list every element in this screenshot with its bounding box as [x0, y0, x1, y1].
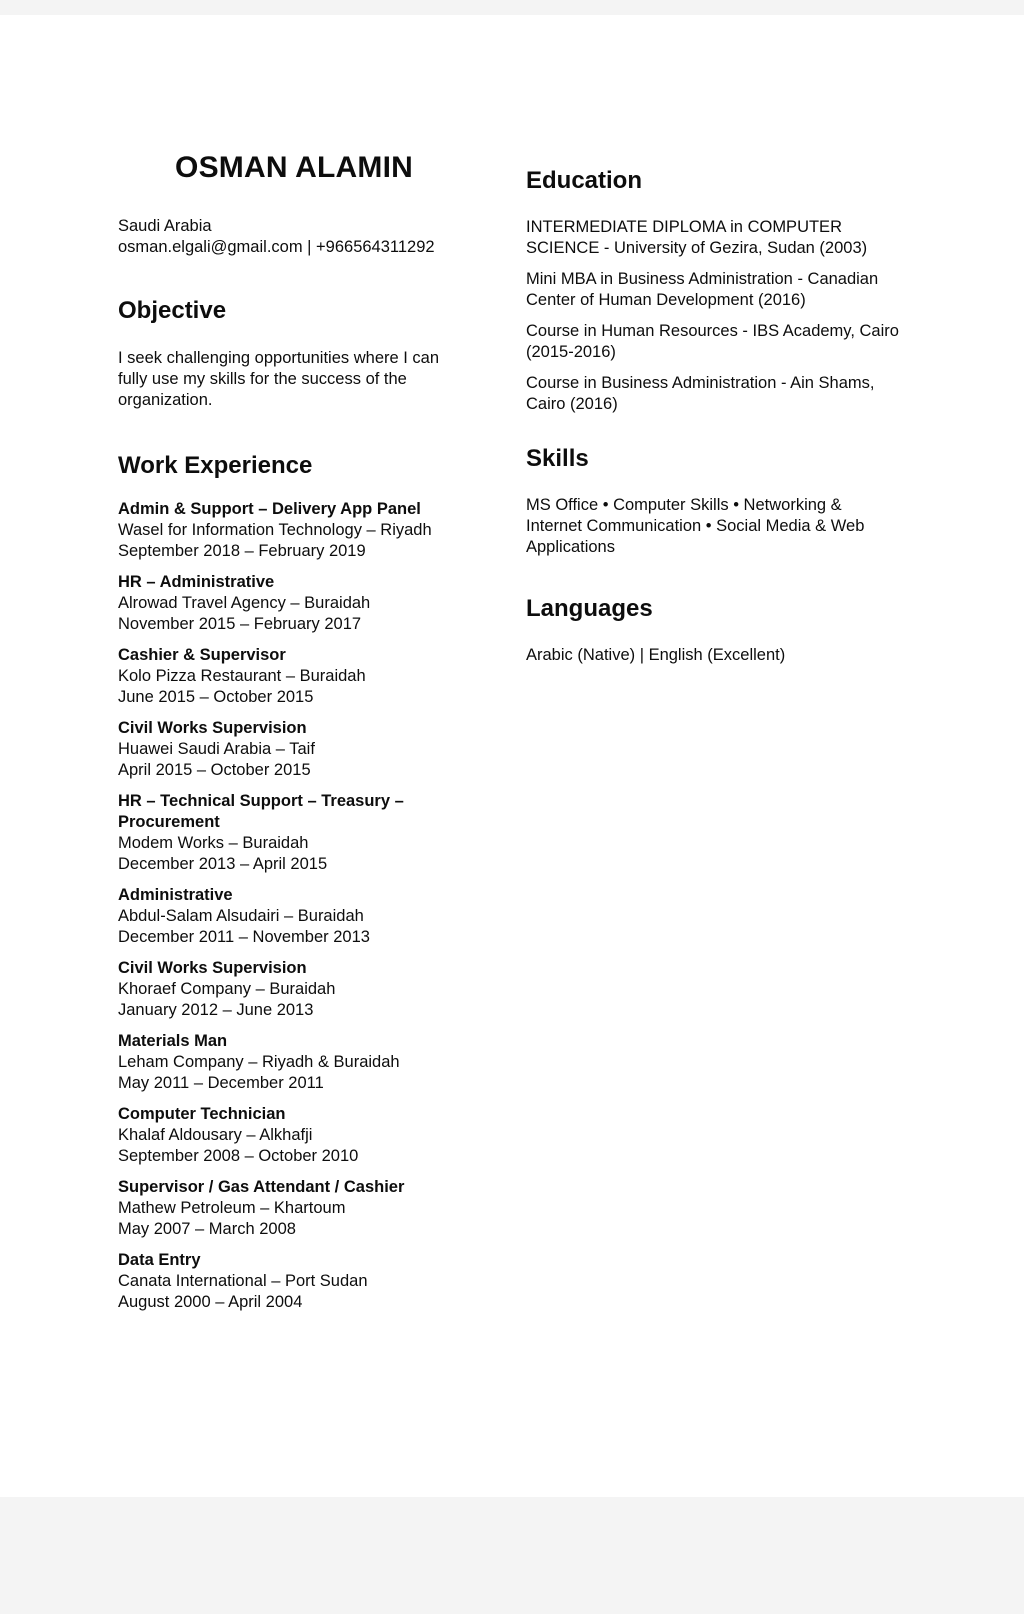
- job-dates: September 2008 – October 2010: [118, 1147, 359, 1165]
- work-experience-list: [118, 499, 470, 1313]
- job-company: Khalaf Aldousary – Alkhafji: [118, 1126, 313, 1144]
- skills-heading: Skills: [526, 445, 589, 472]
- job-entry: [118, 572, 470, 635]
- job-title: Computer Technician: [118, 1105, 286, 1123]
- job-entry: [118, 885, 470, 948]
- job-company: Modem Works – Buraidah: [118, 834, 309, 852]
- education-item: Course in Business Administration - Ain Shams, Cairo (2016): [526, 374, 875, 413]
- job-title: Civil Works Supervision: [118, 719, 307, 737]
- job-title: Administrative: [118, 886, 233, 904]
- job-title: Supervisor / Gas Attendant / Cashier: [118, 1178, 405, 1196]
- job-company: Abdul-Salam Alsudairi – Buraidah: [118, 907, 364, 925]
- education-item: INTERMEDIATE DIPLOMA in COMPUTER SCIENCE - University of Gezira, Sudan (2003): [526, 218, 868, 257]
- job-dates: May 2011 – December 2011: [118, 1074, 324, 1092]
- job-dates: June 2015 – October 2015: [118, 688, 314, 706]
- job-company: Kolo Pizza Restaurant – Buraidah: [118, 667, 366, 685]
- job-company: Mathew Petroleum – Khartoum: [118, 1199, 346, 1217]
- job-dates: August 2000 – April 2004: [118, 1293, 303, 1311]
- location: Saudi Arabia: [118, 217, 212, 235]
- job-company: Canata International – Port Sudan: [118, 1272, 368, 1290]
- objective-text: I seek challenging opportunities where I can fully use my skills for the success of the organization.: [118, 349, 440, 409]
- job-entry: [118, 1250, 470, 1313]
- resume-page: [0, 15, 1024, 1497]
- skills-text: MS Office • Computer Skills • Networking & Internet Communication • Social Media & Web Applications: [526, 496, 865, 556]
- job-entry: [118, 645, 470, 708]
- job-entry: [118, 958, 470, 1021]
- job-entry: [118, 1104, 470, 1167]
- job-dates: September 2018 – February 2019: [118, 542, 366, 560]
- job-title: Data Entry: [118, 1251, 201, 1269]
- job-entry: [118, 1177, 470, 1240]
- job-company: Leham Company – Riyadh & Buraidah: [118, 1053, 400, 1071]
- job-title: Civil Works Supervision: [118, 959, 307, 977]
- education-heading: Education: [526, 167, 643, 194]
- job-dates: December 2013 – April 2015: [118, 855, 328, 873]
- job-company: Khoraef Company – Buraidah: [118, 980, 336, 998]
- right-column: [526, 150, 901, 666]
- education-list: [526, 217, 901, 415]
- job-dates: January 2012 – June 2013: [118, 1001, 314, 1019]
- job-company: Huawei Saudi Arabia – Taif: [118, 740, 315, 758]
- left-column: [118, 150, 470, 1323]
- job-dates: December 2011 – November 2013: [118, 928, 370, 946]
- job-dates: November 2015 – February 2017: [118, 615, 362, 633]
- job-title: HR – Technical Support – Treasury – Procurement: [118, 792, 404, 831]
- work-experience-heading: Work Experience: [118, 452, 313, 479]
- job-title: HR – Administrative: [118, 573, 275, 591]
- languages-heading: Languages: [526, 595, 653, 622]
- job-title: Materials Man: [118, 1032, 228, 1050]
- job-entry: [118, 499, 470, 562]
- education-item: Mini MBA in Business Administration - Canadian Center of Human Development (2016): [526, 270, 879, 309]
- job-title: Cashier & Supervisor: [118, 646, 286, 664]
- education-item: Course in Human Resources - IBS Academy, Cairo (2015-2016): [526, 322, 899, 361]
- job-entry: [118, 791, 470, 875]
- languages-text: Arabic (Native) | English (Excellent): [526, 646, 786, 664]
- objective-heading: Objective: [118, 297, 227, 324]
- job-entry: [118, 1031, 470, 1094]
- job-company: Alrowad Travel Agency – Buraidah: [118, 594, 371, 612]
- job-entry: [118, 718, 470, 781]
- contact-info: osman.elgali@gmail.com | +966564311292: [118, 238, 435, 256]
- job-title: Admin & Support – Delivery App Panel: [118, 500, 421, 518]
- job-dates: May 2007 – March 2008: [118, 1220, 296, 1238]
- candidate-name: OSMAN ALAMIN: [175, 151, 413, 184]
- job-company: Wasel for Information Technology – Riyadh: [118, 521, 432, 539]
- job-dates: April 2015 – October 2015: [118, 761, 311, 779]
